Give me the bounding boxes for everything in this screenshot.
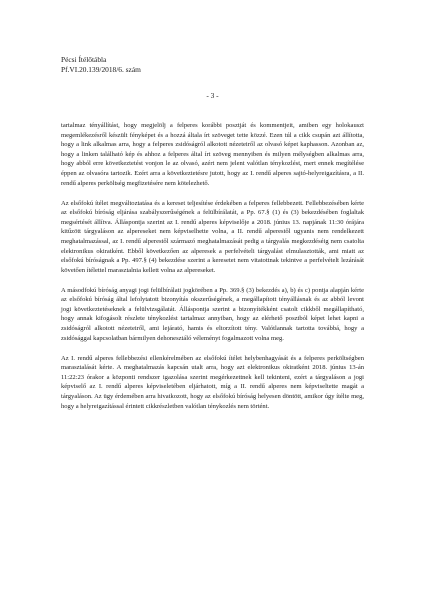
page-number: - 3 - (206, 91, 219, 100)
court-name: Pécsi Ítélőtábla (61, 55, 107, 64)
paragraph-1: tartalmaz tényállítást, hogy megjelölj a felperes korábbi posztját és kommentjeit, amiben egy holokauszt megemlékezésről készült fényképet és a hozzá általa írt szöveget tette közzé. Ezen túl a cikk csupán azt állította, hogy a link alkalmas arra, hogy a felperes zsidóságról alkotott nézeteiről az olvasó képet kaphasson. Azonban az, hogy a linken található kép és ahhoz a felperes által írt szöveg mennyiben és milyen mélységben alkalmas arra, hogy abból erre következtetést vonjon le az olvasó, azért nem jelent valótlan ténykozlést, mert ennek megítélése éppen az olvasóra tartozik. Ezért arra a következtetésre jutott, hogy az I. rendű alperes sajtó-helyreigazításra, a II. rendű alperes perköltség megfizetésére nem kötelezhető. (61, 122, 364, 187)
case-number: Pf.VI.20.139/2018/6. szám (61, 65, 141, 74)
document-header (61, 55, 141, 75)
paragraph-3: A másodfokú bíróság anyagi jogi felülbírálati jogkörében a Pp. 369.§ (3) bekezdés a), b) és c) pontja alapján kérte az elsőfokú bíróság által lefolytatott bizonyítás okszerűségének, a megállapított tényállásnak és az abból levont jogi következtetéseknek a felülvizsgálatát. Álláspontja szerint a bizonyítékként csatolt cikkből megállapítható, hogy annak kifogásolt részlete ténykozlést tartalmaz annyiban, hogy az elérhető posztból képet lehet kapni a zsidóságról alkotott nézeteiről, ami lejárató, hamis és eltorzított tény. Valótlannak tartotta továbbá, hogy a zsidósággal kapcsolatban bármilyen dehonesztáló véleményt fogalmazott volna meg. (61, 286, 364, 342)
paragraph-2: Az elsőfokú ítélet megváltoztatása és a kereset teljesítése érdekében a felperes fellebbezett. Fellebbezésében kérte az elsőfokú bíróság eljárása szabályszerűségének a felülbírálatát, a Pp. 67.§ (1) és (3) bekezdésében foglaltak megsértését állítva. Álláspontja szerint az I. rendű alperes képviselője a 2018. június 13. napjának 11:30 órájára kitűzött tárgyaláson az alpereseket nem képviselhette volna, a II. rendű alperestől ugyanis nem rendelkezett meghatalmazással, az I. rendű alperestől származó meghatalmazását pedig a tárgyalás megkezdéséig nem csatolta elektronikus okiratként. Ebből következően az alperesek a perfelvételi tárgyalást elmulasztották, ami miatt az elsőfokú bíróságnak a Pp. 497.§ (4) bekezdése szerint a keresetet nem vitatottnak tekintve a perfelvételt lezárását követően ítélettel marasztalnia kellett volna az alpereseket. (61, 199, 364, 274)
document-body (61, 121, 364, 422)
paragraph-4: Az I. rendű alperes fellebbezési ellenkérelmében az elsőfokú ítélet helybenhagyását és a felperes perköltségben marasztalását kérte. A meghatalmazás kapcsán utalt arra, hogy azt elektronikus okiratként 2018. június 13-án 11:22:23 órakor a központi rendszer igazolása szerint megérkezettnek kell tekinteni, ezért a tárgyaláson a jogi képviselő az I. rendű alperes képviseletében eljárhatott, míg a II. rendű alperes nem képviseltette magát a tárgyaláson. Az ügy érdemében arra hivatkozott, hogy az elsőfokú bíróság helyesen döntött, amikor úgy ítélte meg, hogy a helyreigazítással érintett cikkrészletben valótlan ténykozlés nem történt. (61, 354, 364, 410)
